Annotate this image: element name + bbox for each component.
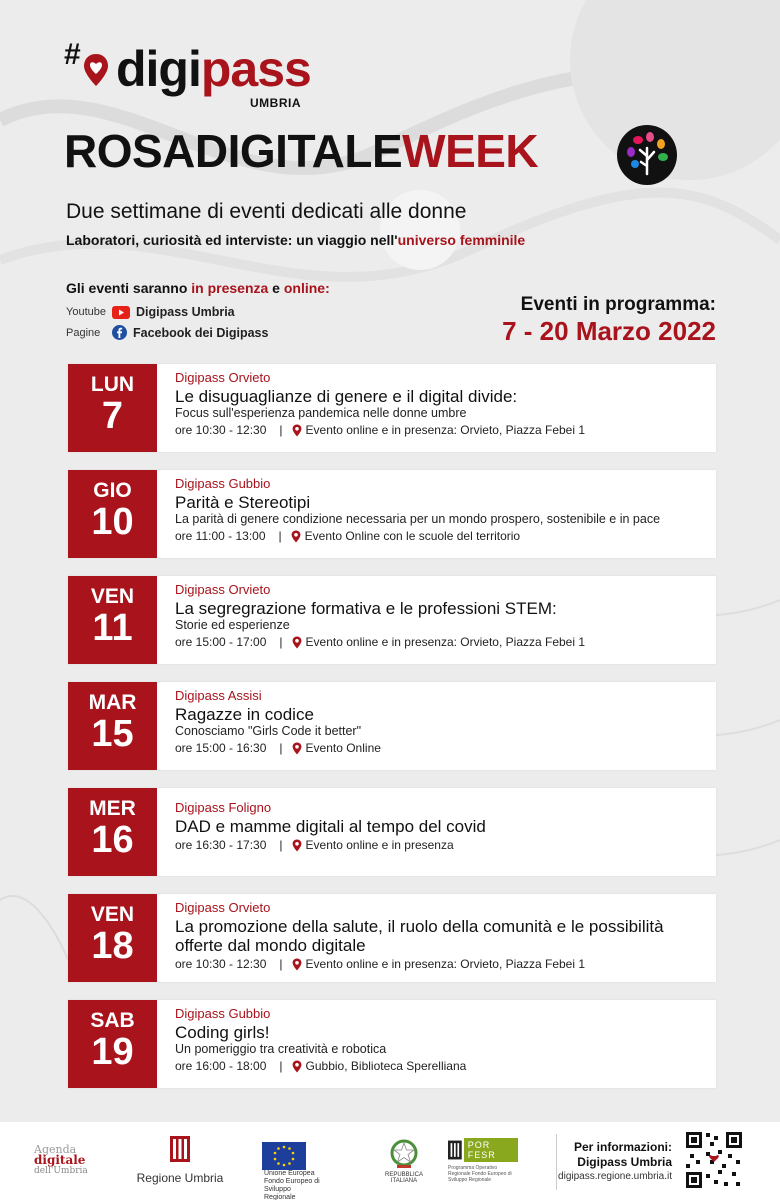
channels-head-accent2: online: <box>283 280 330 296</box>
event-description: Storie ed esperienze <box>175 618 290 632</box>
event-day-of-week: SAB <box>90 1009 135 1032</box>
italian-emblem-icon <box>389 1138 419 1170</box>
event-organizer: Digipass Orvieto <box>175 900 271 915</box>
logo-hash: # <box>64 38 81 71</box>
contact-url[interactable]: digipass.regione.umbria.it <box>558 1171 672 1182</box>
location-pin-icon <box>292 742 302 755</box>
agenda-digitale-logo <box>34 1144 104 1177</box>
event-day-of-week: MAR <box>88 691 137 714</box>
event-title: DAD e mamme digitali al tempo del covid <box>175 817 486 836</box>
event-day-number: 16 <box>91 819 134 861</box>
event-card <box>68 576 716 664</box>
event-separator: | <box>278 529 282 543</box>
eu-flag-icon <box>262 1142 306 1170</box>
event-info <box>175 900 710 972</box>
event-place: Evento online e in presenza: Orvieto, Piazza Febei 1 <box>305 957 586 971</box>
eu-logo <box>262 1142 372 1200</box>
channels-head-part1: Gli eventi saranno <box>66 280 192 296</box>
contact-name: Digipass Umbria <box>577 1155 672 1169</box>
event-day-number: 19 <box>91 1031 134 1073</box>
subline-part2: universo femminile <box>397 232 526 248</box>
event-day-of-week: GIO <box>93 479 132 502</box>
logo-text-accent: pass <box>200 41 311 97</box>
event-description: Conosciamo "Girls Code it better" <box>175 724 362 738</box>
facebook-icon <box>112 325 127 340</box>
channel-youtube-name: Digipass Umbria <box>136 305 235 319</box>
event-meta <box>175 957 710 972</box>
youtube-icon <box>112 306 130 319</box>
channel-youtube[interactable] <box>66 305 235 319</box>
event-day-number: 11 <box>92 607 133 649</box>
event-separator: | <box>279 423 283 437</box>
logo-text-main: digi <box>116 41 201 97</box>
event-info <box>175 1006 710 1074</box>
location-pin-icon <box>292 839 302 852</box>
event-organizer: Digipass Orvieto <box>175 582 271 597</box>
regione-name: Regione Umbria <box>136 1171 224 1185</box>
event-day-of-week: LUN <box>90 373 135 396</box>
channels-head-accent1: in presenza <box>191 280 269 296</box>
event-day-of-week: MER <box>89 797 136 820</box>
event-title: Le disuguaglianze di genere e il digital divide: <box>175 387 518 406</box>
agenda-line2: digitale <box>34 1153 86 1167</box>
event-separator: | <box>279 838 283 852</box>
location-pin-icon <box>292 958 302 971</box>
event-time: ore 16:30 - 17:30 <box>175 838 267 852</box>
event-date-box <box>68 682 157 770</box>
event-time: ore 10:30 - 12:30 <box>175 957 267 971</box>
event-time: ore 15:00 - 16:30 <box>175 741 267 755</box>
event-card <box>68 682 716 770</box>
eu-label: Unione Europea Fondo Europeo di Sviluppo Regionale <box>264 1170 320 1200</box>
event-date-box <box>68 788 157 876</box>
event-day-number: 15 <box>91 713 134 755</box>
event-title: La segregrazione formativa e le professioni STEM: <box>175 599 557 618</box>
event-day-number: 10 <box>91 501 134 543</box>
channel-facebook[interactable] <box>66 325 268 340</box>
event-day-of-week: VEN <box>90 585 135 608</box>
event-card <box>68 470 716 558</box>
event-place: Gubbio, Biblioteca Sperelliana <box>305 1059 467 1073</box>
event-meta <box>175 741 710 756</box>
rosadigitale-badge-icon <box>616 124 678 186</box>
event-separator: | <box>279 1059 283 1073</box>
program-dates: 7 - 20 Marzo 2022 <box>502 316 716 346</box>
event-day-number: 7 <box>101 395 124 437</box>
event-card <box>68 788 716 876</box>
event-day-of-week: VEN <box>90 903 135 926</box>
headline-part1: ROSADIGITALE <box>64 125 403 177</box>
event-card <box>68 364 716 452</box>
event-date-box <box>68 894 157 982</box>
channel-youtube-label: Youtube <box>66 306 106 318</box>
event-separator: | <box>279 741 283 755</box>
event-description: Un pomeriggio tra creatività e robotica <box>175 1042 387 1056</box>
location-pin-icon <box>292 424 302 437</box>
event-info <box>175 688 710 756</box>
location-pin-icon <box>291 530 301 543</box>
event-title: Coding girls! <box>175 1023 270 1042</box>
event-place: Evento online e in presenza: Orvieto, Piazza Febei 1 <box>305 635 586 649</box>
event-day-number: 18 <box>91 925 134 967</box>
location-pin-icon <box>292 1060 302 1073</box>
por-fesr-text: Programma Operativo Regionale Fondo Europeo di Sviluppo Regionale <box>448 1165 512 1183</box>
event-date-box <box>68 364 157 452</box>
event-card <box>68 894 716 982</box>
event-separator: | <box>279 957 283 971</box>
event-time: ore 10:30 - 12:30 <box>175 423 267 437</box>
event-time: ore 16:00 - 18:00 <box>175 1059 267 1073</box>
event-organizer: Digipass Foligno <box>175 800 272 815</box>
event-meta <box>175 635 710 650</box>
subline-part1: Laboratori, curiosità ed interviste: un viaggio nell' <box>66 232 398 248</box>
event-meta <box>175 529 710 544</box>
contact-info <box>532 1140 672 1184</box>
event-organizer: Digipass Gubbio <box>175 1006 271 1021</box>
event-organizer: Digipass Orvieto <box>175 370 271 385</box>
event-title: La promozione della salute, il ruolo della comunità e le possibilità offerte dal mondo digitale <box>175 917 664 955</box>
event-title: Parità e Stereotipi <box>175 493 311 512</box>
event-organizer: Digipass Gubbio <box>175 476 271 491</box>
repubblica-italiana-logo <box>380 1138 428 1184</box>
channel-facebook-name: Facebook dei Digipass <box>133 325 269 340</box>
event-date-box <box>68 470 157 558</box>
event-info <box>175 582 710 650</box>
logo-wordmark <box>116 40 311 98</box>
italia-label: REPUBBLICA ITALIANA <box>384 1172 423 1184</box>
channels-head-part2: e <box>268 280 284 296</box>
subtitle: Due settimane di eventi dedicati alle donne <box>66 200 467 223</box>
event-date-box <box>68 576 157 664</box>
por-fesr-mark <box>448 1138 518 1162</box>
digipass-logo <box>64 38 324 108</box>
event-description: Focus sull'esperienza pandemica nelle donne umbre <box>175 406 467 420</box>
agenda-line3: dell'Umbria <box>34 1166 88 1176</box>
headline <box>64 124 538 178</box>
event-meta <box>175 1059 710 1074</box>
regione-umbria-emblem-icon <box>170 1136 190 1162</box>
event-meta <box>175 423 710 438</box>
event-time: ore 11:00 - 13:00 <box>175 529 266 543</box>
event-place: Evento online e in presenza: Orvieto, Piazza Febei 1 <box>305 423 586 437</box>
subline <box>66 232 525 248</box>
map-pin-icon <box>82 52 110 88</box>
event-info <box>175 370 710 438</box>
footer <box>0 1122 780 1200</box>
event-place: Evento online e in presenza <box>305 838 454 852</box>
headline-part2: WEEK <box>402 125 539 177</box>
event-place: Evento Online <box>305 741 381 755</box>
event-info <box>175 476 710 544</box>
event-time: ore 15:00 - 17:00 <box>175 635 267 649</box>
event-info <box>175 800 710 853</box>
channel-pages-label: Pagine <box>66 326 101 339</box>
event-date-box <box>68 1000 157 1088</box>
por-fesr-emblem-icon <box>448 1139 462 1161</box>
event-card <box>68 1000 716 1088</box>
logo-region: UMBRIA <box>250 96 301 110</box>
event-description: La parità di genere condizione necessaria per un mondo prospero, sostenibile e in pace <box>175 512 661 526</box>
por-fesr-name: POR FESR <box>464 1138 518 1162</box>
regione-umbria-logo <box>132 1136 228 1185</box>
agenda-line1: Agenda <box>34 1143 77 1156</box>
event-separator: | <box>279 635 283 649</box>
event-place: Evento Online con le scuole del territorio <box>304 529 521 543</box>
qr-code-icon[interactable] <box>684 1130 744 1190</box>
channels-heading <box>66 280 330 296</box>
event-title: Ragazze in codice <box>175 705 314 724</box>
location-pin-icon <box>292 636 302 649</box>
program-heading: Eventi in programma: <box>520 294 716 315</box>
contact-heading: Per informazioni: <box>573 1140 672 1154</box>
event-organizer: Digipass Assisi <box>175 688 262 703</box>
por-fesr-logo <box>448 1138 518 1183</box>
event-meta <box>175 838 710 853</box>
